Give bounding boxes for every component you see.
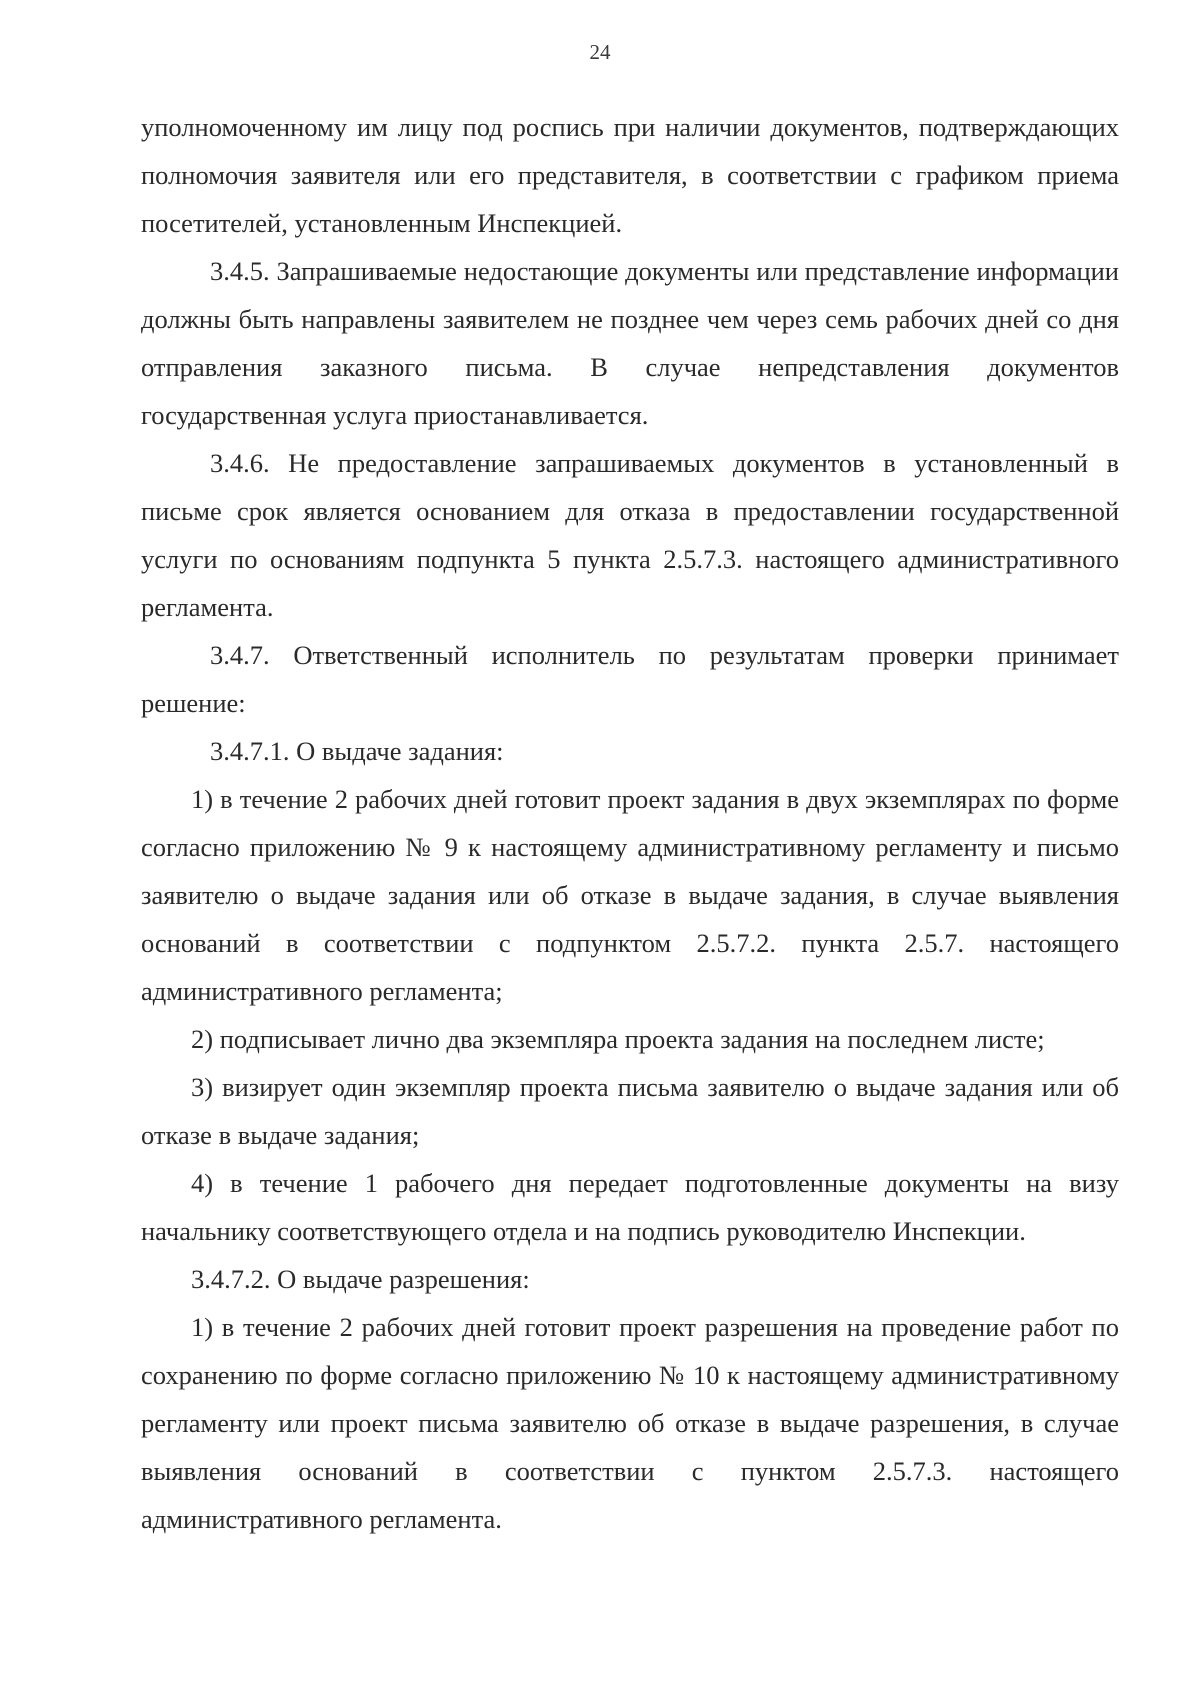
list-item-task-3: 3) визирует один экземпляр проекта письма заявителю о выдаче задания или об отказе в выдаче задания; — [141, 1072, 1119, 1150]
paragraph-3-4-7-2: 3.4.7.2. О выдаче разрешения: — [191, 1264, 530, 1294]
paragraph-3-4-6: 3.4.6. Не предоставление запрашиваемых документов в установленный в письме срок является основанием для отказа в предоставлении государственной услуги по основаниям подпункта 5 пункта 2.5.7.3. настоящего административного регламента. — [141, 448, 1119, 622]
list-item-task-4: 4) в течение 1 рабочего дня передает подготовленные документы на визу начальнику соответствующего отдела и на подпись руководителю Инспекции. — [141, 1168, 1119, 1246]
paragraph-3-4-7: 3.4.7. Ответственный исполнитель по результатам проверки принимает решение: — [141, 640, 1119, 718]
document-body — [141, 103, 1119, 1543]
paragraph-continuation: уполномоченному им лицу под роспись при наличии документов, подтверждающих полномочия заявителя или его представителя, в соответствии с графиком приема посетителей, установленным Инспекцией. — [141, 112, 1119, 238]
list-item-task-2: 2) подписывает лично два экземпляра проекта задания на последнем листе; — [191, 1024, 1045, 1054]
list-item-task-1: 1) в течение 2 рабочих дней готовит проект задания в двух экземплярах по форме согласно приложению № 9 к настоящему административному регламенту и письмо заявителю о выдаче задания или об отказе в выдаче задания, в случае выявления оснований в соответствии с подпунктом 2.5.7.2. пункта 2.5.7. настоящего административного регламента; — [141, 784, 1119, 1006]
paragraph-3-4-7-1: 3.4.7.1. О выдаче задания: — [210, 736, 504, 766]
page-number: 24 — [589, 40, 611, 64]
paragraph-3-4-5: 3.4.5. Запрашиваемые недостающие документы или представление информации должны быть направлены заявителем не позднее чем через семь рабочих дней со дня отправления заказного письма. В случае непредставления документов государственная услуга приостанавливается. — [141, 256, 1119, 430]
list-item-permit-1: 1) в течение 2 рабочих дней готовит проект разрешения на проведение работ по сохранению по форме согласно приложению № 10 к настоящему административному регламенту или проект письма заявителю об отказе в выдаче разрешения, в случае выявления оснований в соответствии с пунктом 2.5.7.3. настоящего административного регламента. — [141, 1312, 1119, 1534]
